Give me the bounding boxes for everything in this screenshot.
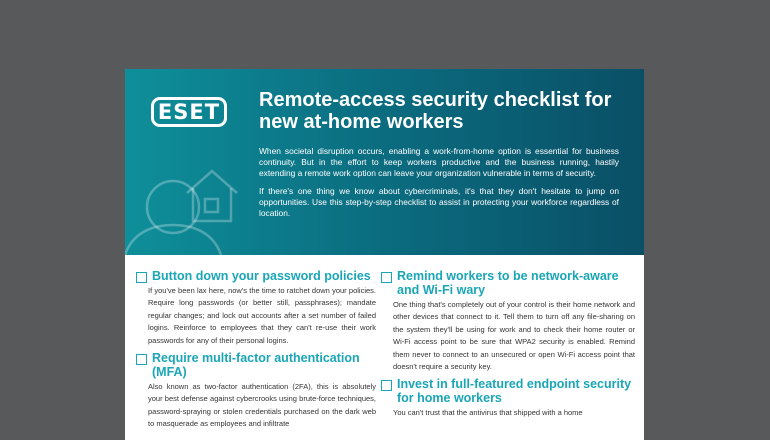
checkbox-icon: [381, 272, 392, 283]
eset-logo: ESET: [151, 97, 227, 127]
checklist-heading: Remind workers to be network-aware and Wi-Fi wary: [397, 269, 619, 297]
document-page: [125, 69, 644, 440]
person-house-illustration: [125, 109, 265, 255]
checklist-body: If you've been lax here, now's the time to ratchet down your policies. Require long passwords (or better still, passphrases); mandate regular changes; and lock out accounts after a set number of failed logins. Reinforce to employees that they can't re-use their work passwords for any of their personal logins.: [148, 286, 376, 345]
checklist-item: [381, 269, 635, 373]
hero-banner: [125, 69, 644, 255]
checklist-heading: Invest in full-featured endpoint security for home workers: [397, 377, 632, 406]
checklist-body: One thing that's completely out of your control is their home network and other devices that connect to it. Tell them to turn off any file-sharing on the system they'll be using for work and to check their home router or Wi-Fi access point to be sure that WPA2 security is enabled. Remind them never to connect to an unsecured or open Wi-Fi access point that doesn't require a security key.: [393, 300, 635, 372]
intro-paragraph: If there's one thing we know about cybercriminals, it's that they don't hesitate to jump on opportunities. Use this step-by-step checklist to assist in protecting your workforce regardless of location.: [259, 185, 619, 219]
checkbox-icon: [136, 354, 147, 365]
checkbox-icon: [136, 272, 147, 283]
intro-paragraph: When societal disruption occurs, enabling a work-from-home option is essential for business continuity. But in the effort to keep workers productive and the business running, hastily extending a remote work option can leave your organization vulnerable in terms of security.: [259, 146, 619, 179]
checklist-item: [136, 269, 376, 347]
house-icon: [187, 171, 237, 221]
left-column: [136, 269, 376, 435]
intro-text: [259, 146, 619, 225]
checklist-heading: Button down your password policies: [152, 269, 371, 283]
checklist-body: Also known as two-factor authentication (2FA), this is absolutely your best defense against cybercrooks using brute-force techniques, password-spraying or stolen credentials purchased on the dark web to masquerade as employees and infiltrate: [148, 382, 376, 429]
checkbox-icon: [381, 380, 392, 391]
checklist-heading: Require multi-factor authentication (MFA): [152, 351, 360, 380]
right-column: [381, 269, 635, 424]
checklist-item: [381, 377, 635, 419]
page-title: Remote-access security checklist for new at-home workers: [259, 89, 612, 133]
checklist-item: [136, 351, 376, 431]
checklist-body: You can't trust that the antivirus that shipped with a home: [393, 408, 583, 418]
